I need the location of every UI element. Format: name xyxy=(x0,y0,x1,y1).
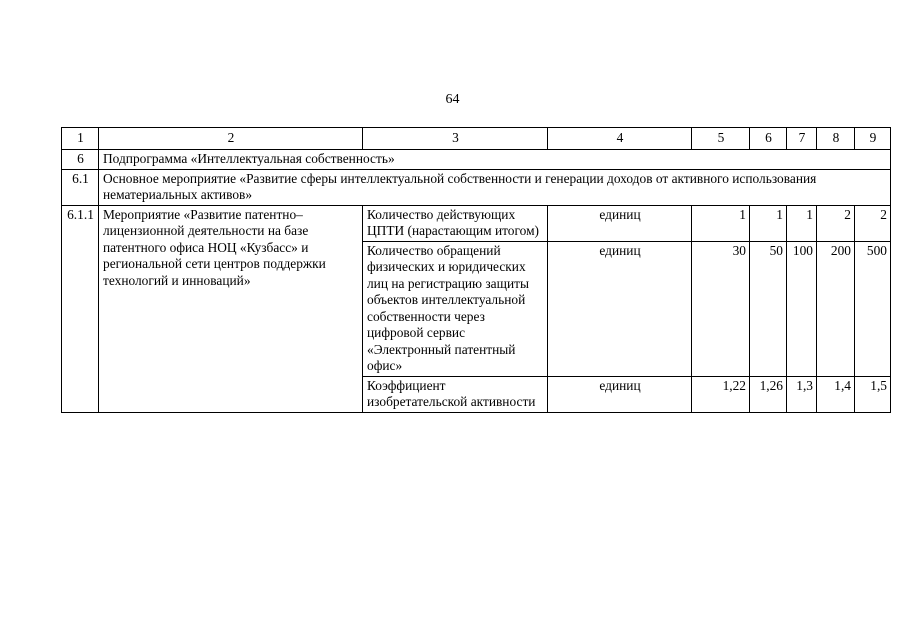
indicator-value: 1,3 xyxy=(787,376,817,412)
indicator-value: 1,26 xyxy=(750,376,787,412)
indicator-value: 30 xyxy=(692,241,750,376)
indicator-unit: единиц xyxy=(548,205,692,241)
column-header: 2 xyxy=(99,128,363,150)
column-header: 4 xyxy=(548,128,692,150)
indicator-unit: единиц xyxy=(548,241,692,376)
indicator-value: 100 xyxy=(787,241,817,376)
column-header: 7 xyxy=(787,128,817,150)
activity-title: Мероприятие «Развитие патентно–лицензионной деятельности на базе патентного офиса НОЦ «Кузбасс» и региональной сети центров поддержки технологий и инноваций» xyxy=(99,205,363,412)
subprogram-title: Подпрограмма «Интеллектуальная собственность» xyxy=(99,150,891,170)
column-header: 8 xyxy=(817,128,855,150)
indicator-row xyxy=(62,205,891,241)
indicator-value: 2 xyxy=(855,205,891,241)
row-number: 6.1 xyxy=(62,169,99,205)
indicator-value: 200 xyxy=(817,241,855,376)
indicator-name: Количество обращений физических и юридических лиц на регистрацию защиты объектов интеллектуальной собственности через цифровой сервис «Электронный патентный офис» xyxy=(363,241,548,376)
column-header: 6 xyxy=(750,128,787,150)
indicator-name: Количество действующих ЦПТИ (нарастающим итогом) xyxy=(363,205,548,241)
indicator-value: 1 xyxy=(787,205,817,241)
indicator-value: 500 xyxy=(855,241,891,376)
table-header-row xyxy=(62,128,891,150)
column-header: 1 xyxy=(62,128,99,150)
indicator-value: 1,5 xyxy=(855,376,891,412)
indicator-name: Коэффициент изобретательской активности xyxy=(363,376,548,412)
row-number: 6.1.1 xyxy=(62,205,99,412)
column-header: 9 xyxy=(855,128,891,150)
subprogram-row xyxy=(62,150,891,170)
indicator-value: 1,4 xyxy=(817,376,855,412)
column-header: 3 xyxy=(363,128,548,150)
indicators-table xyxy=(61,127,891,413)
indicator-value: 1 xyxy=(750,205,787,241)
indicator-value: 2 xyxy=(817,205,855,241)
column-header: 5 xyxy=(692,128,750,150)
main-activity-title: Основное мероприятие «Развитие сферы интеллектуальной собственности и генерации доходов от активного использования нематериальных активов» xyxy=(99,169,891,205)
indicator-unit: единиц xyxy=(548,376,692,412)
page-number: 64 xyxy=(445,92,460,107)
indicator-value: 1,22 xyxy=(692,376,750,412)
row-number: 6 xyxy=(62,150,99,170)
indicator-value: 1 xyxy=(692,205,750,241)
main-activity-row xyxy=(62,169,891,205)
indicator-value: 50 xyxy=(750,241,787,376)
